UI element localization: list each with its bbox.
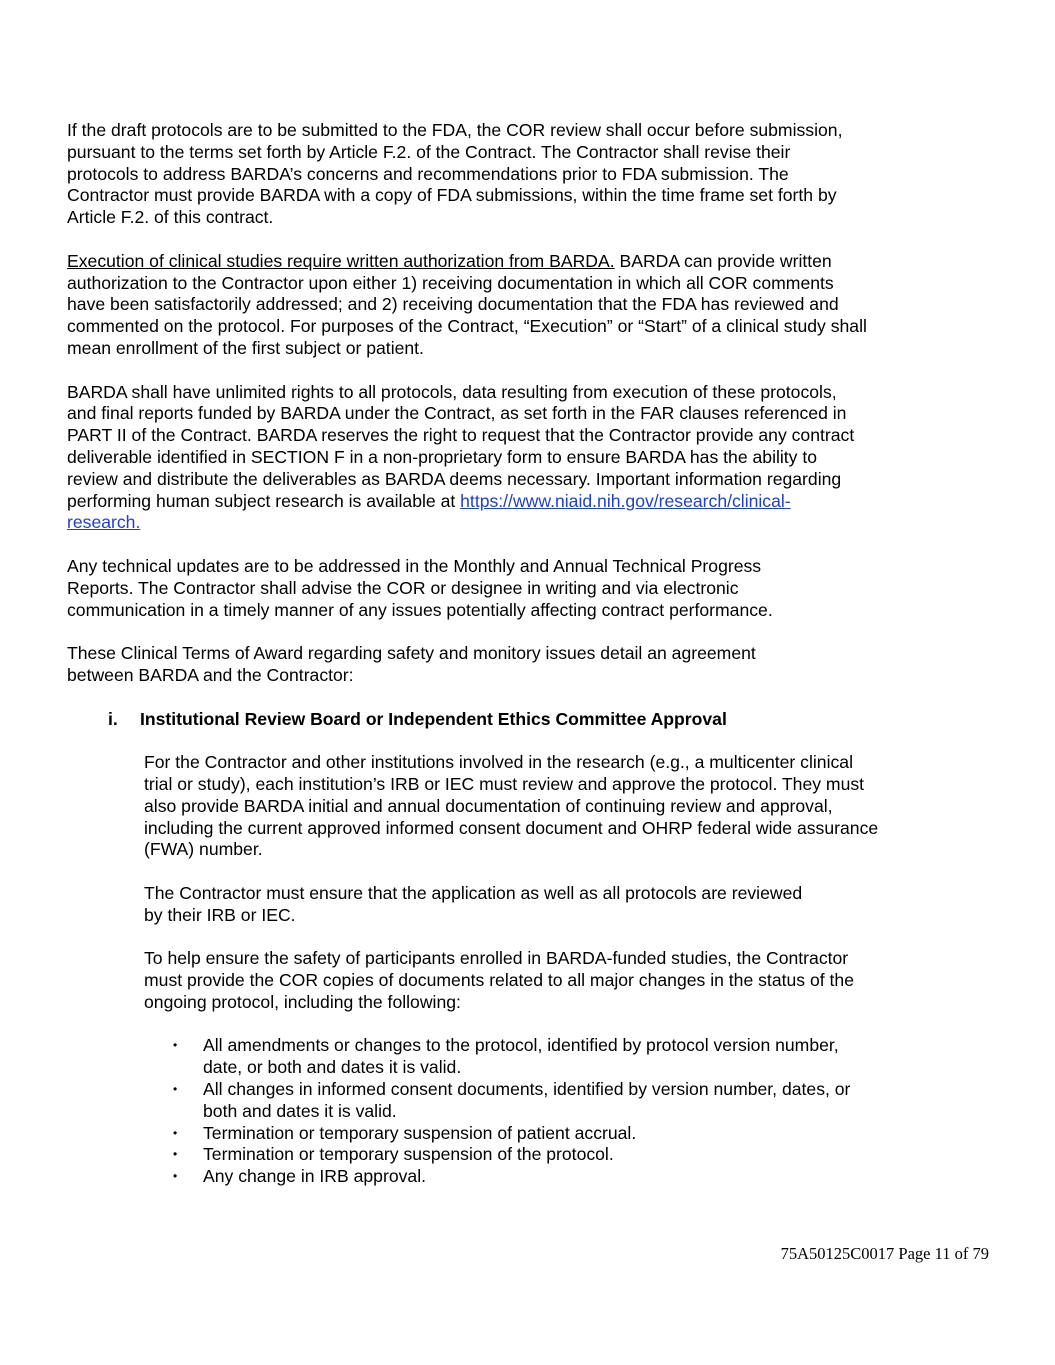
list-item: • All amendments or changes to the protocol, identified by protocol version number, date, or both and dates it is valid. [173, 1035, 839, 1078]
page-footer: 75A50125C0017 Page 11 of 79 [780, 1244, 989, 1263]
underlined-statement: Execution of clinical studies require written authorization from BARDA. [67, 250, 615, 271]
section-title: Institutional Review Board or Independent Ethics Committee Approval [140, 708, 727, 729]
list-item: • Termination or temporary suspension of the protocol. [173, 1144, 614, 1165]
section-heading [67, 709, 947, 731]
document-changes-list [67, 1035, 947, 1188]
paragraph-unlimited-rights [67, 382, 947, 535]
section-irb-approval [67, 709, 947, 1189]
paragraph-irb-review: For the Contractor and other institutions involved in the research (e.g., a multicenter clinical trial or study), each institution’s IRB or IEC must review and approve the protocol. They must also provide BARDA initial and annual documentation of continuing review and approval, including the current approved informed consent document and OHRP federal wide assurance (FWA) number. [144, 752, 879, 860]
niaid-research-link[interactable]: https://www.niaid.nih.gov/research/clinical- research. [67, 490, 791, 533]
document-body [67, 120, 947, 1188]
list-item: • Any change in IRB approval. [173, 1166, 426, 1187]
paragraph-participant-safety: To help ensure the safety of participants enrolled in BARDA-funded studies, the Contractor must provide the COR copies of documents related to all major changes in the status of the ongoing protocol, including the following: [144, 948, 854, 1012]
bullet-icon: • [173, 1147, 178, 1162]
bullet-icon: • [173, 1038, 178, 1053]
paragraph-technical-updates: Any technical updates are to be addressed in the Monthly and Annual Technical Progress Reports. The Contractor shall advise the COR or designee in writing and via electronic communication in a timely manner of any issues potentially affecting contract performance. [67, 555, 773, 620]
paragraph-fda-submission: If the draft protocols are to be submitted to the FDA, the COR review shall occur before submission, pursuant to the terms set forth by Article F.2. of the Contract. The Contractor shall revise their protocols to address BARDA’s concerns and recommendations prior to FDA submission. The Contractor must provide BARDA with a copy of FDA submissions, within the time frame set forth by Article F.2. of this contract. [67, 120, 843, 228]
paragraph-rights-text: BARDA shall have unlimited rights to all protocols, data resulting from execution of these protocols, and final reports funded by BARDA under the Contract, as set forth in the FAR clauses referenced in PART II of the Contract. BARDA reserves the right to request that the Contractor provide any contract deliverable identified in SECTION F in a non-proprietary form to ensure BARDA has the ability to review and distribute the deliverables as BARDA deems necessary. Important information regarding performing human subject research is available at [67, 381, 855, 511]
paragraph-execution-authorization [67, 251, 947, 360]
section-number: i. [108, 708, 118, 729]
bullet-icon: • [173, 1125, 178, 1140]
paragraph-clinical-terms: These Clinical Terms of Award regarding safety and monitory issues detail an agreement between BARDA and the Contractor: [67, 643, 756, 685]
bullet-icon: • [173, 1169, 178, 1184]
paragraph-execution-text: BARDA can provide written authorization to the Contractor upon either 1) receiving documentation in which all COR comments have been satisfactorily addressed; and 2) receiving documentation that the FDA has reviewed and commented on the protocol. For purposes of the Contract, “Execution” or “Start” of a clinical study shall mean enrollment of the first subject or patient. [67, 250, 867, 358]
list-item: • Termination or temporary suspension of patient accrual. [173, 1122, 637, 1143]
bullet-icon: • [173, 1082, 178, 1097]
list-item: • All changes in informed consent documents, identified by version number, dates, or both and dates it is valid. [173, 1079, 851, 1121]
paragraph-contractor-ensure: The Contractor must ensure that the application as well as all protocols are reviewed by their IRB or IEC. [144, 882, 803, 925]
